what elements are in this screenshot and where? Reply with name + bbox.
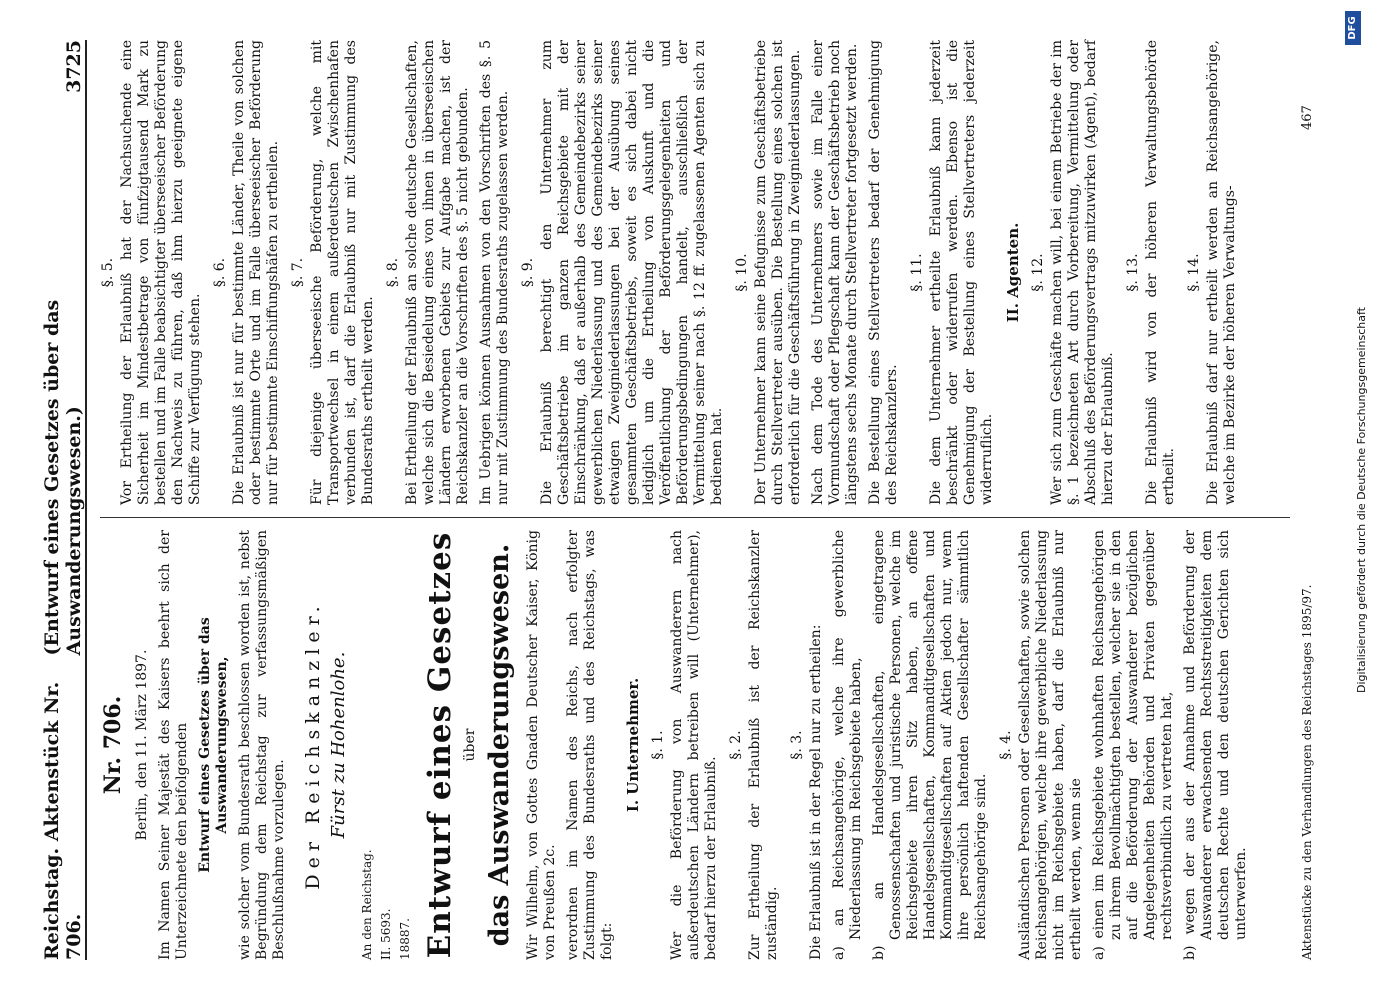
- document-number: Nr. 706.: [100, 695, 126, 795]
- place-date: Berlin, den 11. März 1897.: [134, 649, 150, 841]
- part-heading-2: II. Agenten.: [1004, 222, 1022, 323]
- signature-name: Fürst zu Hohenlohe.: [328, 651, 349, 839]
- section-text: Vor Ertheilung der Erlaubniß hat der Nachsuchende eine Sicherheit im Mindestbetrage von fünfzigtausend Mark zu bestellen und im Falle beabsichtigter überseeischer Beförderung den Nachweis zu führen, daß ihm hierzu geeignete eigene Schiffe zur Verfügung stehen.: [119, 40, 203, 505]
- intro-text: Im Namen Seiner Majestät des Kaisers beehrt sich der Unterzeichnete den beifolgenden: [157, 530, 190, 960]
- section-heading: §. 9.: [520, 257, 536, 288]
- signature-title: Der Reichskanzler.: [302, 600, 324, 890]
- section-text: Die Bestellung eines Stellvertreters bedarf der Genehmigung des Reichskanzlers.: [867, 40, 900, 505]
- left-column: [100, 530, 1330, 960]
- section-item: a) an Reichsangehörige, welche ihre gewerbliche Niederlassung im Reichsgebiete haben,: [831, 530, 864, 960]
- section-text: Die Erlaubniß darf nur ertheilt werden an Reichsangehörige, welche im Bezirke der höheren Verwaltungs-: [1205, 40, 1238, 505]
- section-text: Nach dem Tode des Unternehmers sowie im Falle einer Vormundschaft oder Pflegschaft kann der Geschäftsbetrieb noch längstens sechs Monate durch Stellvertreter fortgesetzt werden.: [810, 40, 860, 505]
- sheet-number: 467: [1300, 105, 1315, 130]
- section-text: Die Erlaubniß berechtigt den Unternehmer zum Geschäftsbetriebe im ganzen Reichsgebiete mit der Einschränkung, daß er außerhalb des Gemeindebezirks seiner gewerblichen Niederlassung und des Gemeindebezirks seiner etwaigen Zweigniederlassungen bei der Ausübung seines gesammten Geschäftsbetriebs, soweit es sich dabei nicht lediglich um die Ertheilung von Auskunft und die Veröffentlichung der Beförderungsgelegenheiten und Beförderungsbedingungen handelt, ausschließlich der Vermittelung seiner nach §. 12 ff. zugelassenen Agenten sich zu bedienen hat.: [539, 40, 725, 505]
- right-column: [100, 40, 1330, 505]
- section-heading: §. 6.: [212, 257, 228, 288]
- page-header: [41, 40, 87, 960]
- law-subtitle: das Auswanderungswesen.: [484, 543, 515, 947]
- section-heading: §. 8.: [385, 257, 401, 288]
- section-item: b) an Handelsgesellschaften, eingetragene Genossenschaften und juristische Personen, welche im Reichsgebiete ihren Sitz haben, an offene Handelsgesellschaften, Kommanditgesellschaften und Kommanditgesellschaften auf Aktien jedoch nur, wenn ihre persönlich haftenden Gesellschafter sämmtlich Reichsangehörige sind.: [871, 530, 989, 960]
- section-heading: §. 4.: [998, 730, 1014, 760]
- preamble-verordnen: verordnen im Namen des Reichs, nach erfolgter Zustimmung des Bundesraths und des Reichstags, was folgt:: [565, 530, 615, 960]
- section-text: Bei Ertheilung der Erlaubniß an solche deutsche Gesellschaften, welche sich die Besiedelung eines von ihnen in überseeischen Ländern erworbenen Gebiets zur Aufgabe machen, ist der Reichskanzler an die Vorschriften des §. 5 nicht gebunden.: [404, 40, 471, 505]
- section-text: Für diejenige überseeische Beförderung, welche mit Transportwechsel in einem außerdeutschen Zwischenhafen verbunden ist, darf die Erlaubniß nur mit Zustimmung des Bundesraths ertheilt werden.: [309, 40, 376, 505]
- part-heading-1: I. Unternehmer.: [624, 677, 642, 813]
- section-text: Die Erlaubniß ist in der Regel nur zu ertheilen:: [808, 624, 824, 960]
- intro-text-2: wie solcher vom Bundesrath beschlossen worden ist, nebst Begründung dem Reichstag zur verfassungsmäßigen Beschlußnahme vorzulegen.: [237, 530, 287, 960]
- column-divider: [100, 517, 1290, 518]
- section-item: a) einen im Reichsgebiete wohnhaften Reichsangehörigen zu ihrem Bevollmächtigten bestellen, welcher sie in den auf die Beförderung der Auswanderer bezüglichen Angelegenheiten Behörden und Privaten gegenüber rechtsverbindlich zu vertreten hat,: [1091, 530, 1175, 960]
- section-text: Die dem Unternehmer ertheilte Erlaubniß kann jederzeit beschränkt oder widerrufen werden. Ebenso ist die Genehmigung der Bestellung eines Stellvertreters jederzeit widerruflich.: [928, 40, 995, 505]
- section-text: Zur Ertheilung der Erlaubniß ist der Reichskanzler zuständig.: [747, 530, 780, 960]
- section-text: Im Uebrigen können Ausnahmen von den Vorschriften des §. 5 nur mit Zustimmung des Bundesraths zugelassen werden.: [478, 40, 511, 505]
- section-heading: §. 3.: [789, 730, 805, 760]
- header-left: Reichstag. Aktenstück Nr. 706.: [41, 681, 85, 960]
- section-heading: §. 10.: [734, 253, 750, 292]
- footnote: Aktenstücke zu den Verhandlungen des Reichstages 1895/97.: [1300, 584, 1314, 960]
- section-text: Der Unternehmer kann seine Befugnisse zum Geschäftsbetriebe durch Stellvertreter ausüben. Die Bestellung eines solchen ist erforderlich für die Geschäftsführung in Zweigniederlassungen.: [753, 40, 803, 505]
- section-heading: §. 7.: [290, 257, 306, 288]
- section-heading: §. 1.: [650, 730, 666, 760]
- section-text: Die Erlaubniß ist nur für bestimmte Länder, Theile von solchen oder bestimmte Orte und im Falle überseeischer Beförderung nur für bestimmte Einschiffungshäfen zu ertheilen.: [231, 40, 281, 505]
- section-heading: §. 13.: [1125, 253, 1141, 292]
- addressee: An den Reichstag.: [360, 849, 374, 960]
- section-text: Wer sich zum Geschäfte machen will, bei einem Betriebe der im §. 1 bezeichneten Art durch Vorbereitung, Vermittelung oder Abschluß des Beförderungsvertrags mitzuwirken (Agent), bedarf hierzu der Erlaubniß.: [1049, 40, 1116, 505]
- section-text: Ausländischen Personen oder Gesellschaften, sowie solchen Reichsangehörigen, welche ihre gewerbliche Niederlassung nicht im Reichsgebiete haben, darf die Erlaubniß nur ertheilt werden, wenn sie: [1017, 530, 1084, 960]
- section-heading: §. 11.: [909, 253, 925, 292]
- section-item: b) wegen der aus der Annahme und Beförderung der Auswanderer erwachsenden Rechtsstreitigkeiten dem deutschen Rechte und den deutschen Gerichten sich unterwerfen.: [1182, 530, 1249, 960]
- section-heading: §. 5.: [100, 257, 116, 288]
- preamble-wir: Wir Wilhelm, von Gottes Gnaden Deutscher Kaiser, König von Preußen 2c.: [525, 530, 558, 960]
- digitization-credit: Digitalisierung gefördert durch die Deutsche Forschungsgemeinschaft: [1355, 307, 1368, 693]
- law-title: Entwurf eines Gesetzes: [422, 531, 458, 959]
- reference-1: II. 5693.: [379, 908, 393, 960]
- entwurf-title: Entwurf eines Gesetzes über das Auswanderungswesen,: [197, 617, 230, 873]
- section-text: Wer die Beförderung von Auswanderern nach außerdeutschen Ländern betreiben will (Unternehmer), bedarf hierzu der Erlaubniß.: [669, 530, 719, 960]
- section-heading: §. 2.: [728, 730, 744, 760]
- dfg-logo: DFG: [1345, 11, 1361, 45]
- law-title-ueber: über: [462, 728, 478, 762]
- header-page-number: 3725: [63, 40, 85, 93]
- section-heading: §. 12.: [1030, 253, 1046, 292]
- header-center: (Entwurf eines Gesetzes über das Auswanderungswesen.): [41, 299, 85, 656]
- reference-2: 18887.: [398, 918, 412, 960]
- section-heading: §. 14.: [1186, 253, 1202, 292]
- section-text: Die Erlaubniß wird von der höheren Verwaltungsbehörde ertheilt.: [1144, 40, 1177, 505]
